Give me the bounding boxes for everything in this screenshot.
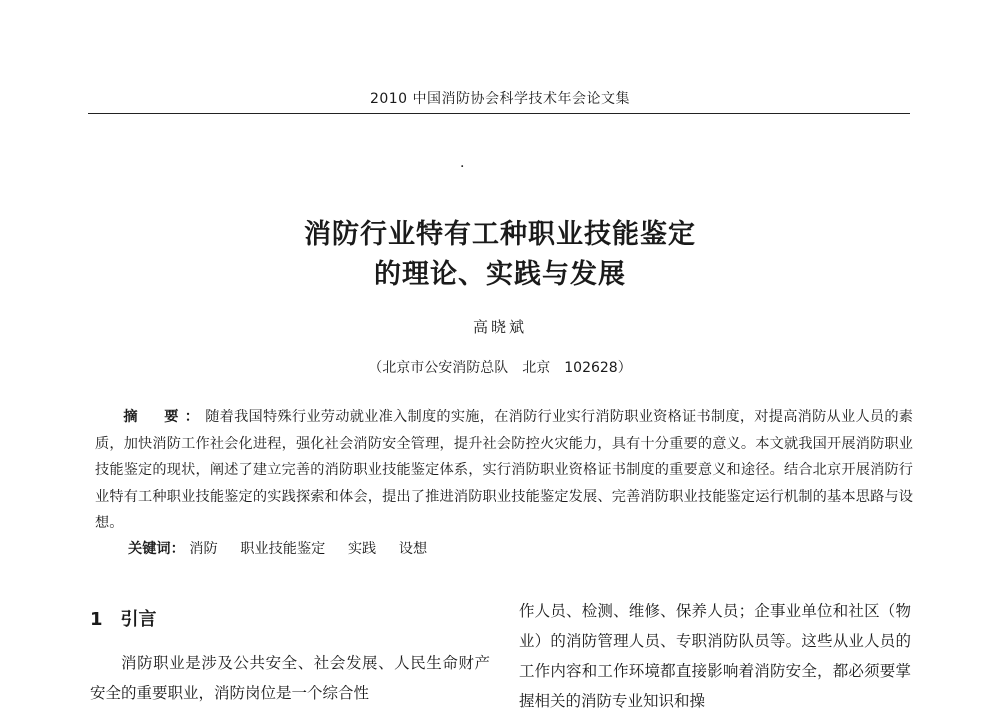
body-right-column: 作人员、检测、维修、保养人员；企事业单位和社区（物业）的消防管理人员、专职消防队员等。这些从业人员的工作内容和工作环境都直接影响着消防安全，都必须要掌握相关的消防专业知识和操 [519, 602, 911, 710]
keyword: 实践 [347, 541, 377, 557]
abstract-text: 随着我国特殊行业劳动就业准入制度的实施，在消防行业实行消防职业资格证书制度，对提高消防从业人员的素质，加快消防工作社会化进程，强化社会消防安全管理，提升社会防控火灾能力，具有十分重要的意义。本文就我国开展消防职业技能鉴定的现状，阐述了建立完善的消防职业技能鉴定体系，实行消防职业资格证书制度的重要意义和途径。结合北京开展消防行业特有工种职业技能鉴定的实践探索和体会，提出了推进消防职业技能鉴定发展、完善消防职业技能鉴定运行机制的基本思路与设想。 [95, 409, 913, 531]
section-heading [90, 605, 157, 631]
keyword: 职业技能鉴定 [240, 541, 326, 557]
running-head: 2010 中国消防协会科学技术年会论文集 [369, 91, 631, 107]
section-title: 引言 [120, 609, 157, 630]
keywords [128, 538, 445, 558]
abstract-label: 摘 要： [123, 409, 206, 425]
keyword: 设想 [398, 541, 428, 557]
body-left-column: 消防职业是涉及公共安全、社会发展、人民生命财产安全的重要职业，消防岗位是一个综合性 [90, 654, 490, 702]
separator-dot: · [460, 159, 465, 175]
keyword: 消防 [189, 541, 218, 557]
author-name: 高晓斌 [472, 318, 527, 336]
keywords-label: 关键词： [128, 541, 185, 557]
section-number: 1 [90, 609, 103, 630]
title-line-1: 消防行业特有工种职业技能鉴定 [304, 219, 696, 250]
title-line-2: 的理论、实践与发展 [374, 259, 626, 290]
author-affiliation: （北京市公安消防总队 北京 102628） [368, 360, 632, 376]
abstract [95, 404, 913, 537]
header-rule [88, 113, 910, 114]
